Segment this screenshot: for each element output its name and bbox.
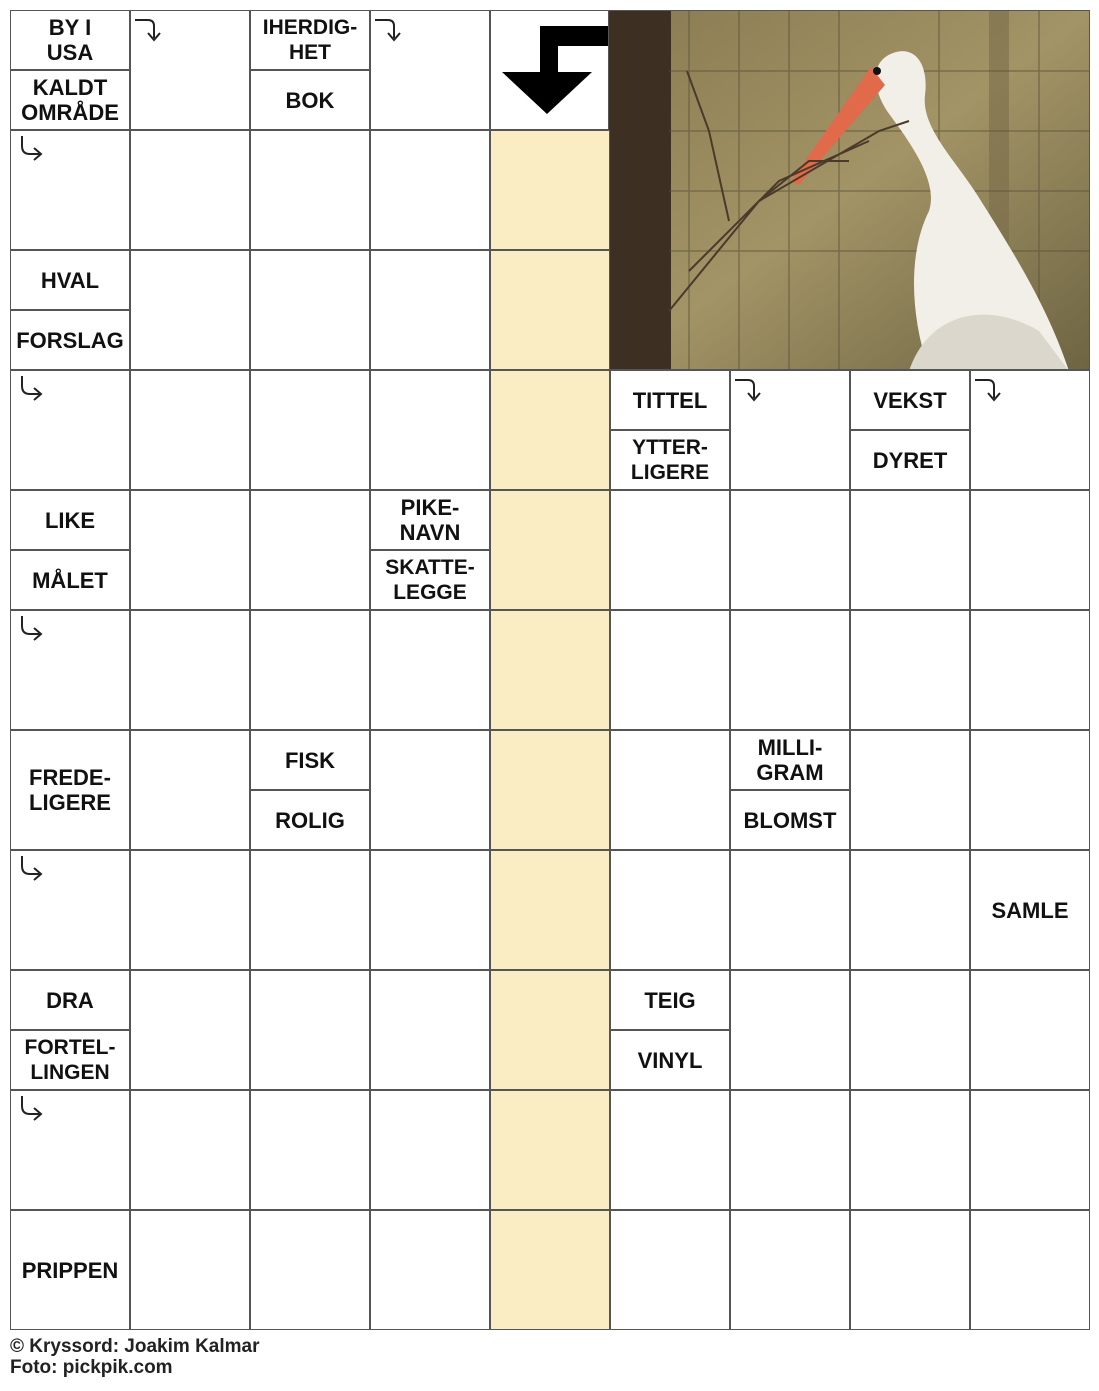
answer-cell[interactable]: [730, 1090, 850, 1210]
arrow-right-down-icon: [732, 374, 762, 404]
answer-cell[interactable]: [610, 730, 730, 850]
answer-cell[interactable]: [250, 1210, 370, 1330]
clue-iherdighet: IHERDIG- HET: [250, 10, 370, 70]
answer-cell[interactable]: [970, 610, 1090, 730]
answer-cell[interactable]: [370, 1210, 490, 1330]
answer-cell[interactable]: [370, 130, 490, 250]
solution-cell[interactable]: [490, 130, 610, 250]
arrow-down-right-icon: [14, 854, 44, 884]
answer-cell[interactable]: [850, 850, 970, 970]
answer-cell[interactable]: [250, 850, 370, 970]
clue-kaldt-omrade: KALDT OMRÅDE: [10, 70, 130, 130]
answer-cell[interactable]: [730, 970, 850, 1090]
answer-cell[interactable]: [970, 1090, 1090, 1210]
answer-cell[interactable]: [970, 970, 1090, 1090]
answer-cell[interactable]: [730, 1210, 850, 1330]
crossword-grid: [10, 10, 1090, 1330]
answer-cell[interactable]: [130, 970, 250, 1090]
arrow-right-down-icon: [132, 14, 162, 44]
answer-cell[interactable]: [850, 490, 970, 610]
clue-rolig: ROLIG: [250, 790, 370, 850]
answer-cell[interactable]: [610, 1090, 730, 1210]
answer-cell[interactable]: [850, 1090, 970, 1210]
answer-cell[interactable]: [370, 250, 490, 370]
clue-ytterligere: YTTER- LIGERE: [610, 430, 730, 490]
clue-like: LIKE: [10, 490, 130, 550]
answer-cell[interactable]: [970, 1210, 1090, 1330]
solution-cell[interactable]: [490, 490, 610, 610]
answer-cell[interactable]: [850, 1210, 970, 1330]
arrow-down-right-icon: [14, 374, 44, 404]
answer-cell[interactable]: [130, 250, 250, 370]
arrow-right-down-icon: [372, 14, 402, 44]
answer-cell[interactable]: [610, 850, 730, 970]
clue-tittel: TITTEL: [610, 370, 730, 430]
answer-cell[interactable]: [250, 490, 370, 610]
answer-cell[interactable]: [370, 970, 490, 1090]
answer-cell[interactable]: [130, 850, 250, 970]
answer-cell[interactable]: [130, 370, 250, 490]
clue-blomst: BLOMST: [730, 790, 850, 850]
answer-cell[interactable]: [130, 490, 250, 610]
answer-cell[interactable]: [730, 490, 850, 610]
answer-cell[interactable]: [250, 250, 370, 370]
solution-cell[interactable]: [490, 850, 610, 970]
clue-teig: TEIG: [610, 970, 730, 1030]
solution-cell[interactable]: [490, 250, 610, 370]
answer-cell[interactable]: [250, 970, 370, 1090]
clue-malet: MÅLET: [10, 550, 130, 610]
answer-cell[interactable]: [130, 610, 250, 730]
answer-cell[interactable]: [970, 730, 1090, 850]
answer-cell[interactable]: [730, 610, 850, 730]
credits: [10, 1336, 260, 1378]
answer-cell[interactable]: [130, 1210, 250, 1330]
answer-cell[interactable]: [370, 370, 490, 490]
solution-cell[interactable]: [490, 970, 610, 1090]
answer-cell[interactable]: [850, 610, 970, 730]
solution-cell[interactable]: [490, 1090, 610, 1210]
clue-dyret: DYRET: [850, 430, 970, 490]
clue-prippen: PRIPPEN: [10, 1210, 130, 1330]
answer-cell[interactable]: [970, 490, 1090, 610]
answer-cell[interactable]: [250, 1090, 370, 1210]
arrow-right-down-icon: [972, 374, 1002, 404]
clue-skattelegge: SKATTE- LEGGE: [370, 550, 490, 610]
answer-cell[interactable]: [370, 730, 490, 850]
answer-cell[interactable]: [730, 850, 850, 970]
clue-dra: DRA: [10, 970, 130, 1030]
answer-cell[interactable]: [370, 610, 490, 730]
solution-cell[interactable]: [490, 370, 610, 490]
answer-cell[interactable]: [250, 370, 370, 490]
solution-direction-arrow-icon: [500, 24, 610, 116]
clue-fisk: FISK: [250, 730, 370, 790]
answer-cell[interactable]: [610, 1210, 730, 1330]
copyright-text: © Kryssord: Joakim Kalmar: [10, 1336, 260, 1357]
clue-fredeligere: FREDE- LIGERE: [10, 730, 130, 850]
arrow-down-right-icon: [14, 1094, 44, 1124]
solution-cell[interactable]: [490, 610, 610, 730]
answer-cell[interactable]: [610, 490, 730, 610]
clue-vekst: VEKST: [850, 370, 970, 430]
solution-cell[interactable]: [490, 730, 610, 850]
stork-photo: [608, 10, 1090, 370]
solution-cell[interactable]: [490, 1210, 610, 1330]
arrow-down-right-icon: [14, 134, 44, 164]
answer-cell[interactable]: [250, 610, 370, 730]
clue-bok: BOK: [250, 70, 370, 130]
photo-credit-text: Foto: pickpik.com: [10, 1357, 173, 1378]
answer-cell[interactable]: [850, 970, 970, 1090]
answer-cell[interactable]: [130, 730, 250, 850]
answer-cell[interactable]: [130, 130, 250, 250]
clue-forslag: FORSLAG: [10, 310, 130, 370]
clue-vinyl: VINYL: [610, 1030, 730, 1090]
clue-samle: SAMLE: [970, 850, 1090, 970]
clue-milligram: MILLI- GRAM: [730, 730, 850, 790]
answer-cell[interactable]: [850, 730, 970, 850]
answer-cell[interactable]: [610, 610, 730, 730]
clue-fortellingen: FORTEL- LINGEN: [10, 1030, 130, 1090]
answer-cell[interactable]: [370, 850, 490, 970]
clue-pikenavn: PIKE- NAVN: [370, 490, 490, 550]
arrow-down-right-icon: [14, 614, 44, 644]
answer-cell[interactable]: [130, 1090, 250, 1210]
answer-cell[interactable]: [370, 1090, 490, 1210]
clue-hval: HVAL: [10, 250, 130, 310]
clue-by-i-usa: BY I USA: [10, 10, 130, 70]
answer-cell[interactable]: [250, 130, 370, 250]
